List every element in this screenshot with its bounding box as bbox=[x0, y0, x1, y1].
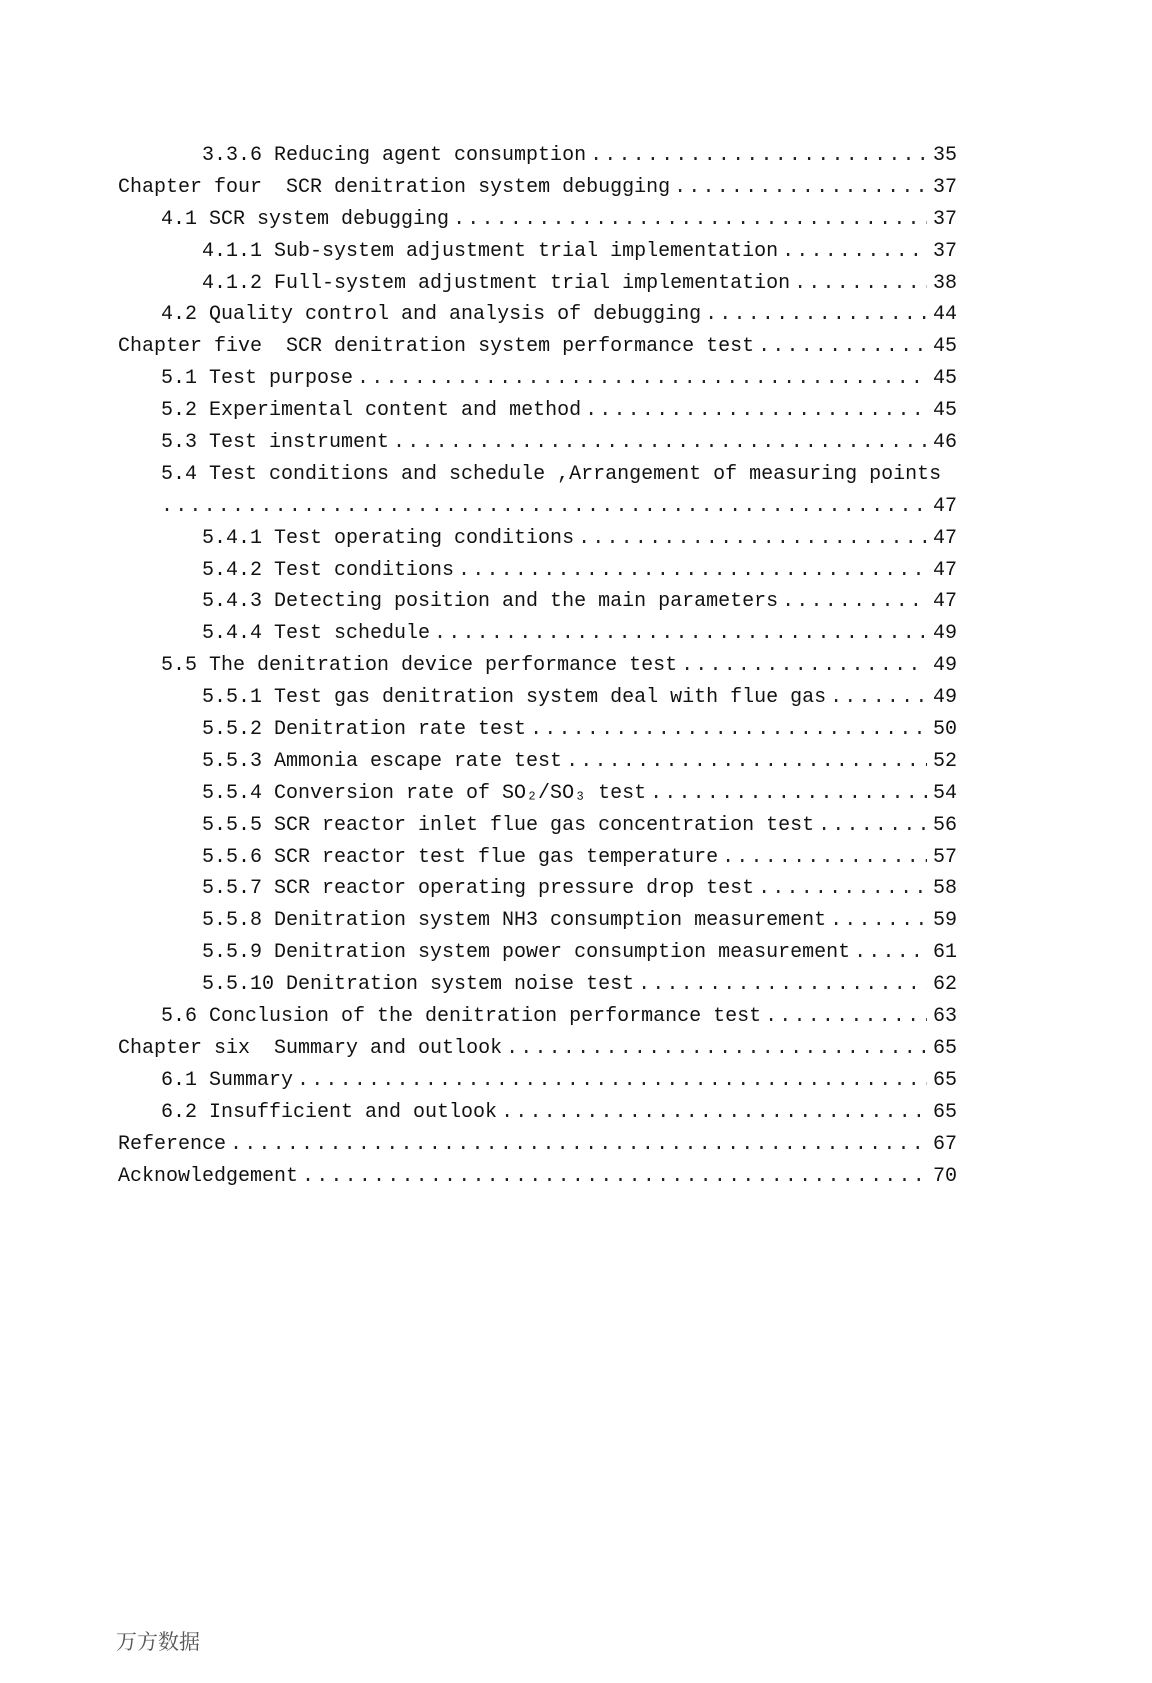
dot-leader bbox=[530, 714, 927, 746]
toc-entry-title: Ammonia escape rate test bbox=[274, 749, 563, 773]
toc-entry-number: 5.4 bbox=[161, 462, 198, 486]
toc-entry-title: SCR reactor operating pressure drop test bbox=[274, 877, 755, 901]
toc-entry-number: 5.4.3 bbox=[202, 590, 263, 614]
toc-entry-page: 57 bbox=[932, 845, 957, 869]
dot-leader bbox=[302, 1161, 927, 1193]
toc-entry-page: 47 bbox=[932, 494, 957, 518]
toc-entry-number: 5.6 bbox=[161, 1005, 198, 1029]
toc-entry[interactable] bbox=[118, 746, 957, 778]
toc-entry-title: Conclusion of the denitration performance test bbox=[209, 1005, 762, 1029]
toc-entry-number: 5.5.1 bbox=[202, 686, 263, 710]
toc-entry-title: Summary and outlook bbox=[274, 1036, 503, 1060]
toc-entry-number: 5.5.3 bbox=[202, 749, 263, 773]
toc-entry-number: 5.4.4 bbox=[202, 622, 263, 646]
toc-entry-title: Test gas denitration system deal with flue gas bbox=[274, 686, 827, 710]
toc-entry-number: 4.1.2 bbox=[202, 271, 263, 295]
toc-entry-page: 62 bbox=[932, 973, 957, 997]
toc-entry-title: Denitration system power consumption measurement bbox=[274, 941, 851, 965]
toc-entry-page: 65 bbox=[932, 1100, 957, 1124]
toc-entry-page: 37 bbox=[932, 239, 957, 263]
toc-entry-title: Sub-system adjustment trial implementation bbox=[274, 239, 779, 263]
toc-entry-page: 49 bbox=[932, 622, 957, 646]
dot-leader bbox=[674, 172, 927, 204]
toc-entry-number: 3.3.6 bbox=[202, 144, 263, 167]
toc-entry[interactable] bbox=[118, 268, 957, 300]
toc-entry-page: 37 bbox=[932, 207, 957, 231]
dot-leader bbox=[782, 586, 927, 618]
toc-entry-number: 5.5.4 bbox=[202, 781, 263, 805]
toc-entry-title: Conversion rate of SO₂/SO₃ test bbox=[274, 781, 647, 805]
toc-entry[interactable] bbox=[118, 586, 957, 618]
toc-entry-number: 4.1 bbox=[161, 207, 198, 231]
toc-entry-page: 59 bbox=[932, 909, 957, 933]
dot-leader bbox=[506, 1033, 927, 1065]
toc-entry[interactable] bbox=[118, 810, 957, 842]
dot-leader bbox=[357, 363, 927, 395]
toc-entry-number: 5.2 bbox=[161, 399, 198, 423]
toc-entry-continuation[interactable] bbox=[118, 491, 957, 523]
toc-entry-page: 67 bbox=[932, 1132, 957, 1156]
toc-entry-page: 44 bbox=[932, 303, 957, 327]
toc-entry-number: 5.5.2 bbox=[202, 718, 263, 742]
toc-entry[interactable] bbox=[118, 363, 957, 395]
dot-leader bbox=[854, 937, 927, 969]
dot-leader bbox=[758, 873, 927, 905]
toc-entry-title: Denitration rate test bbox=[274, 718, 527, 742]
toc-entry-number: 6.1 bbox=[161, 1068, 198, 1092]
toc-entry-title: SCR denitration system debugging bbox=[286, 175, 671, 199]
toc-entry[interactable] bbox=[118, 969, 957, 1001]
toc-entry[interactable] bbox=[118, 1097, 957, 1129]
toc-entry-number: 6.2 bbox=[161, 1100, 198, 1124]
toc-entry[interactable] bbox=[118, 140, 957, 172]
toc-entry-title: Test purpose bbox=[209, 367, 354, 391]
toc-entry-number: Chapter four bbox=[118, 175, 263, 199]
toc-entry-title: The denitration device performance test bbox=[209, 654, 678, 678]
toc-entry[interactable] bbox=[118, 618, 957, 650]
toc-entry[interactable] bbox=[118, 1033, 957, 1065]
toc-entry-number: 5.3 bbox=[161, 431, 198, 455]
toc-entry-title: Detecting position and the main parameters bbox=[274, 590, 779, 614]
toc-entry-title: SCR denitration system performance test bbox=[286, 335, 755, 359]
dot-leader bbox=[705, 299, 927, 331]
dot-leader bbox=[590, 140, 927, 172]
toc-entry-title: Reducing agent consumption bbox=[274, 144, 587, 167]
toc-entry-number: 5.4.2 bbox=[202, 558, 263, 582]
toc-entry-number: 5.5.10 bbox=[202, 973, 275, 997]
toc-entry[interactable] bbox=[118, 459, 957, 491]
toc-entry-page: 38 bbox=[932, 271, 957, 295]
toc-entry-title: Denitration system noise test bbox=[286, 973, 635, 997]
toc-entry-number: 5.4.1 bbox=[202, 526, 263, 550]
dot-leader bbox=[501, 1097, 927, 1129]
toc-entry-number: 5.1 bbox=[161, 367, 198, 391]
dot-leader bbox=[585, 395, 927, 427]
dot-leader bbox=[230, 1129, 927, 1161]
toc-entry-page: 45 bbox=[932, 399, 957, 423]
toc-entry-number: Chapter six bbox=[118, 1036, 251, 1060]
dot-leader bbox=[638, 969, 927, 1001]
toc-entry[interactable] bbox=[118, 937, 957, 969]
toc-entry-number: 5.5 bbox=[161, 654, 198, 678]
toc-entry-page: 49 bbox=[932, 654, 957, 678]
toc-entry-page: 47 bbox=[932, 558, 957, 582]
toc-entry[interactable] bbox=[118, 236, 957, 268]
toc-entry-page: 65 bbox=[932, 1036, 957, 1060]
toc-entry-title: Reference bbox=[118, 1132, 227, 1156]
toc-entry-title: Summary bbox=[209, 1068, 294, 1092]
toc-entry-page: 45 bbox=[932, 367, 957, 391]
toc-entry-title: Test conditions bbox=[274, 558, 455, 582]
toc-entry-page: 35 bbox=[932, 144, 957, 167]
toc-entry-page: 52 bbox=[932, 749, 957, 773]
toc-entry-page: 61 bbox=[932, 941, 957, 965]
toc-entry[interactable] bbox=[118, 427, 957, 459]
toc-entry[interactable] bbox=[118, 905, 957, 937]
toc-entry[interactable] bbox=[118, 331, 957, 363]
toc-entry-page: 54 bbox=[932, 781, 957, 805]
toc-entry[interactable] bbox=[118, 1161, 957, 1193]
toc-entry-page: 47 bbox=[932, 526, 957, 550]
toc-entry-page: 58 bbox=[932, 877, 957, 901]
toc-entry-page: 45 bbox=[932, 335, 957, 359]
dot-leader bbox=[393, 427, 927, 459]
toc-entry-page: 37 bbox=[932, 175, 957, 199]
table-of-contents bbox=[118, 140, 957, 1192]
watermark-footer: 万方数据 bbox=[116, 1630, 200, 1654]
dot-leader bbox=[650, 778, 927, 810]
dot-leader bbox=[578, 523, 927, 555]
toc-entry-title: SCR reactor test flue gas temperature bbox=[274, 845, 719, 869]
toc-entry-title: Full-system adjustment trial implementation bbox=[274, 271, 791, 295]
dot-leader bbox=[453, 204, 927, 236]
toc-entry[interactable] bbox=[118, 682, 957, 714]
toc-entry[interactable] bbox=[118, 842, 957, 874]
toc-entry[interactable] bbox=[118, 555, 957, 587]
toc-entry[interactable] bbox=[118, 1129, 957, 1161]
toc-entry[interactable] bbox=[118, 873, 957, 905]
toc-entry-title: Insufficient and outlook bbox=[209, 1100, 498, 1124]
toc-entry-title: Denitration system NH3 consumption measurement bbox=[274, 909, 827, 933]
dot-leader bbox=[765, 1001, 927, 1033]
toc-entry-number: 5.5.6 bbox=[202, 845, 263, 869]
toc-entry-page: 65 bbox=[932, 1068, 957, 1092]
toc-entry[interactable] bbox=[118, 204, 957, 236]
toc-entry-page: 46 bbox=[932, 431, 957, 455]
toc-entry-number: 5.5.7 bbox=[202, 877, 263, 901]
toc-entry[interactable] bbox=[118, 1065, 957, 1097]
toc-entry-title: Test conditions and schedule ,Arrangement of measuring points bbox=[209, 462, 942, 486]
toc-entry-title: Test schedule bbox=[274, 622, 431, 646]
toc-entry[interactable] bbox=[118, 172, 957, 204]
toc-entry-title: SCR reactor inlet flue gas concentration test bbox=[274, 813, 815, 837]
toc-entry[interactable] bbox=[118, 1001, 957, 1033]
toc-entry-number: 4.2 bbox=[161, 303, 198, 327]
toc-entry-page: 70 bbox=[932, 1164, 957, 1188]
toc-entry[interactable] bbox=[118, 395, 957, 427]
toc-entry-title: Quality control and analysis of debugging bbox=[209, 303, 702, 327]
toc-entry-title: SCR system debugging bbox=[209, 207, 450, 231]
toc-entry[interactable] bbox=[118, 523, 957, 555]
toc-entry-title: Acknowledgement bbox=[118, 1164, 299, 1188]
toc-entry-page: 63 bbox=[932, 1005, 957, 1029]
dot-leader bbox=[297, 1065, 927, 1097]
dot-leader bbox=[830, 682, 927, 714]
dot-leader bbox=[758, 331, 927, 363]
dot-leader bbox=[566, 746, 927, 778]
toc-entry[interactable] bbox=[118, 299, 957, 331]
dot-leader bbox=[794, 268, 927, 300]
dot-leader bbox=[161, 491, 927, 523]
toc-entry[interactable] bbox=[118, 714, 957, 746]
toc-entry-page: 50 bbox=[932, 718, 957, 742]
toc-entry-title: Test operating conditions bbox=[274, 526, 575, 550]
toc-entry-number: 4.1.1 bbox=[202, 239, 263, 263]
toc-entry[interactable] bbox=[118, 650, 957, 682]
toc-entry-page: 56 bbox=[932, 813, 957, 837]
dot-leader bbox=[722, 842, 927, 874]
dot-leader bbox=[818, 810, 927, 842]
toc-entry-number: 5.5.9 bbox=[202, 941, 263, 965]
toc-entry[interactable] bbox=[118, 778, 957, 810]
dot-leader bbox=[681, 650, 927, 682]
toc-entry-title: Test instrument bbox=[209, 431, 390, 455]
dot-leader bbox=[830, 905, 927, 937]
toc-entry-title: Experimental content and method bbox=[209, 399, 582, 423]
toc-entry-page: 47 bbox=[932, 590, 957, 614]
dot-leader bbox=[458, 555, 927, 587]
toc-entry-number: 5.5.5 bbox=[202, 813, 263, 837]
dot-leader bbox=[434, 618, 927, 650]
toc-entry-number: 5.5.8 bbox=[202, 909, 263, 933]
toc-entry-page: 49 bbox=[932, 686, 957, 710]
toc-entry-number: Chapter five bbox=[118, 335, 263, 359]
dot-leader bbox=[782, 236, 927, 268]
